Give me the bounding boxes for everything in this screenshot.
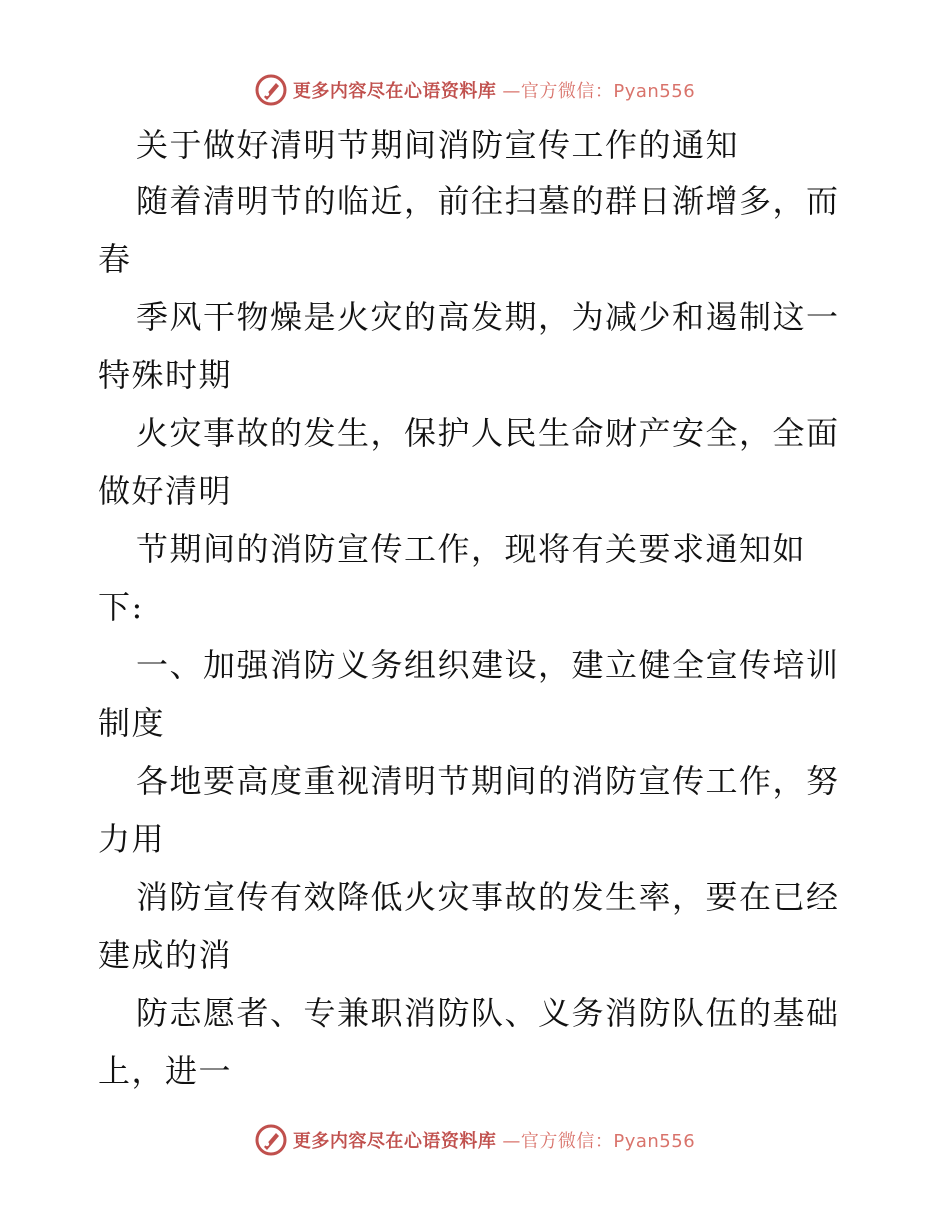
pen-logo-icon bbox=[255, 1124, 287, 1156]
paragraph-line: 力用 bbox=[98, 820, 166, 858]
section-heading-line: 制度 bbox=[98, 704, 166, 742]
paragraph-line: 春 bbox=[98, 240, 132, 278]
footer-watermark bbox=[0, 1120, 950, 1160]
paragraph-line: 做好清明 bbox=[98, 472, 233, 510]
paragraph-line: 下: bbox=[98, 588, 144, 626]
paragraph-line: 随着清明节的临近，前往扫墓的群日渐增多，而 bbox=[136, 182, 840, 220]
paragraph-line: 节期间的消防宣传工作，现将有关要求通知如 bbox=[136, 530, 807, 568]
paragraph-line: 消防宣传有效降低火灾事故的发生率，要在已经 bbox=[136, 878, 840, 916]
document-title: 关于做好清明节期间消防宣传工作的通知 bbox=[136, 126, 740, 164]
document-body bbox=[98, 118, 852, 1100]
pen-logo-icon bbox=[255, 74, 287, 106]
paragraph-line: 季风干物燥是火灾的高发期，为减少和遏制这一 bbox=[136, 298, 840, 336]
paragraph-line: 防志愿者、专兼职消防队、义务消防队伍的基础 bbox=[136, 994, 840, 1032]
paragraph-line: 上，进一 bbox=[98, 1052, 233, 1090]
paragraph-line: 火灾事故的发生，保护人民生命财产安全，全面 bbox=[136, 414, 840, 452]
paragraph-line: 特殊时期 bbox=[98, 356, 233, 394]
watermark-contact-text: —官方微信：Pyan556 bbox=[502, 81, 696, 102]
watermark-site-text: 更多内容尽在心语资料库 bbox=[292, 1131, 497, 1152]
header-watermark bbox=[0, 70, 950, 110]
watermark-site-text: 更多内容尽在心语资料库 bbox=[292, 81, 497, 102]
paragraph-line: 建成的消 bbox=[98, 936, 233, 974]
watermark-contact-text: —官方微信：Pyan556 bbox=[502, 1131, 696, 1152]
paragraph-line: 各地要高度重视清明节期间的消防宣传工作，努 bbox=[136, 762, 840, 800]
section-heading-line: 一、加强消防义务组织建设，建立健全宣传培训 bbox=[136, 646, 840, 684]
